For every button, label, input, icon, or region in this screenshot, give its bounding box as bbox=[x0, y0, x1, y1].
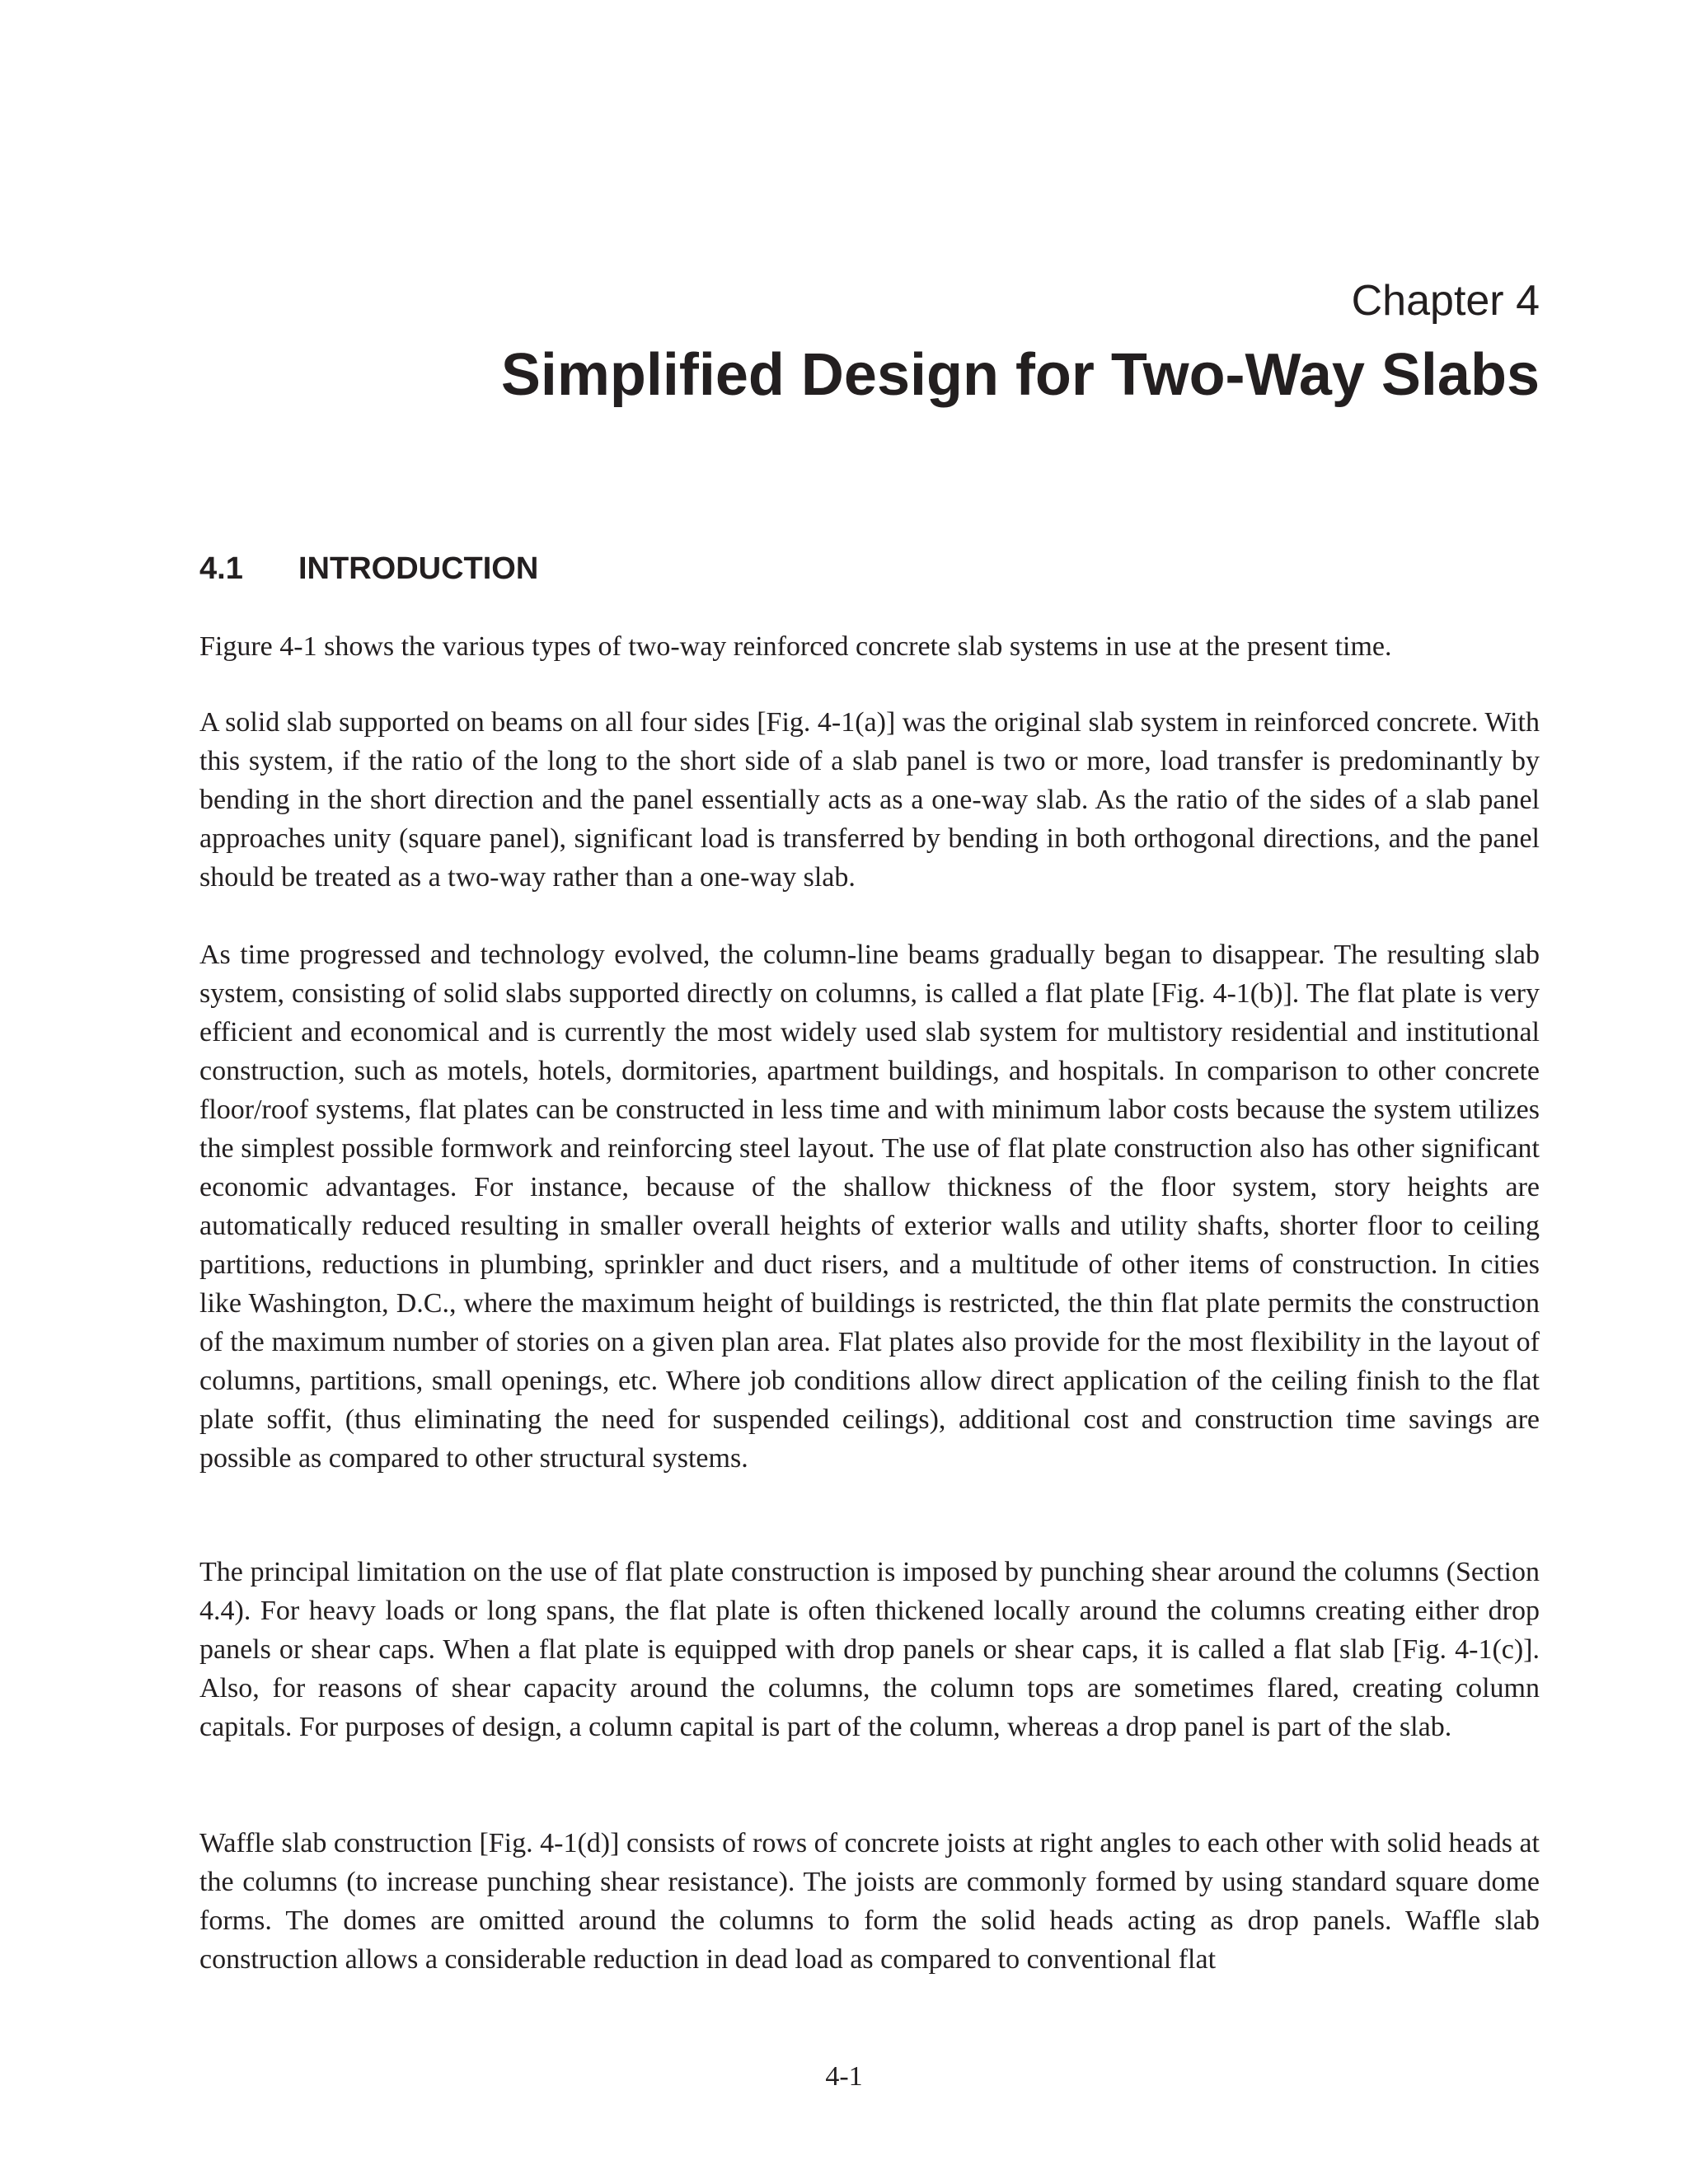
paragraph: Figure 4-1 shows the various types of two-way reinforced concrete slab systems in use at the present time. bbox=[199, 631, 1392, 662]
paragraph: As time progressed and technology evolved, the column-line beams gradually began to disappear. The resulting slab system, consisting of solid slabs supported directly on columns, is called a flat plate [Fig. 4-1(b)]. The flat plate is very efficient and economical and is currently the most widely used slab system for multistory residential and institutional construction, such as motels, hotels, dormitories, apartment buildings, and hospitals. In comparison to other concrete floor/roof systems, flat plates can be constructed in less time and with minimum labor costs because the system utilizes the simplest possible formwork and reinforcing steel layout. The use of flat plate construction also has other significant economic advantages. For instance, because of the shallow thickness of the floor system, story heights are automatically reduced resulting in smaller overall heights of exterior walls and utility shafts, shorter floor to ceiling partitions, reductions in plumbing, sprinkler and duct risers, and a multitude of other items of construction. In cities like Washington, D.C., where the maximum height of buildings is restricted, the thin flat plate permits the construction of the maximum number of stories on a given plan area. Flat plates also provide for the most flexibility in the layout of columns, partitions, small openings, etc. Where job conditions allow direct application of the ceiling finish to the flat plate soffit, (thus eliminating the need for suspended ceilings), additional cost and construction time savings are possible as compared to other structural systems. bbox=[199, 940, 1540, 1474]
paragraph: A solid slab supported on beams on all four sides [Fig. 4-1(a)] was the original slab system in reinforced concrete. With this system, if the ratio of the long to the short side of a slab panel is two or more, load transfer is predominantly by bending in the short direction and the panel essentially acts as a one-way slab. As the ratio of the sides of a slab panel approaches unity (square panel), significant load is transferred by bending in both orthogonal directions, and the panel should be treated as a two-way rather than a one-way slab. bbox=[199, 707, 1540, 893]
section-number: 4.1 bbox=[199, 551, 243, 586]
chapter-label: Chapter 4 bbox=[1351, 277, 1540, 325]
paragraph: Waffle slab construction [Fig. 4-1(d)] consists of rows of concrete joists at right angles to each other with solid heads at the columns (to increase punching shear resistance). The joists are commonly formed by using standard square dome forms. The domes are omitted around the columns to form the solid heads acting as drop panels. Waffle slab construction allows a considerable reduction in dead load as compared to conventional flat bbox=[199, 1828, 1540, 1975]
page-number: 4-1 bbox=[825, 2061, 863, 2092]
chapter-title: Simplified Design for Two-Way Slabs bbox=[500, 342, 1540, 408]
section-heading bbox=[199, 549, 538, 588]
paragraph: The principal limitation on the use of flat plate construction is imposed by punching shear around the columns (Section 4.4). For heavy loads or long spans, the flat plate is often thickened locally around the columns creating either drop panels or shear caps. When a flat plate is equipped with drop panels or shear caps, it is called a flat slab [Fig. 4-1(c)]. Also, for reasons of shear capacity around the columns, the column tops are sometimes flared, creating column capitals. For purposes of design, a column capital is part of the column, whereas a drop panel is part of the slab. bbox=[199, 1557, 1540, 1742]
section-title: INTRODUCTION bbox=[298, 551, 539, 586]
